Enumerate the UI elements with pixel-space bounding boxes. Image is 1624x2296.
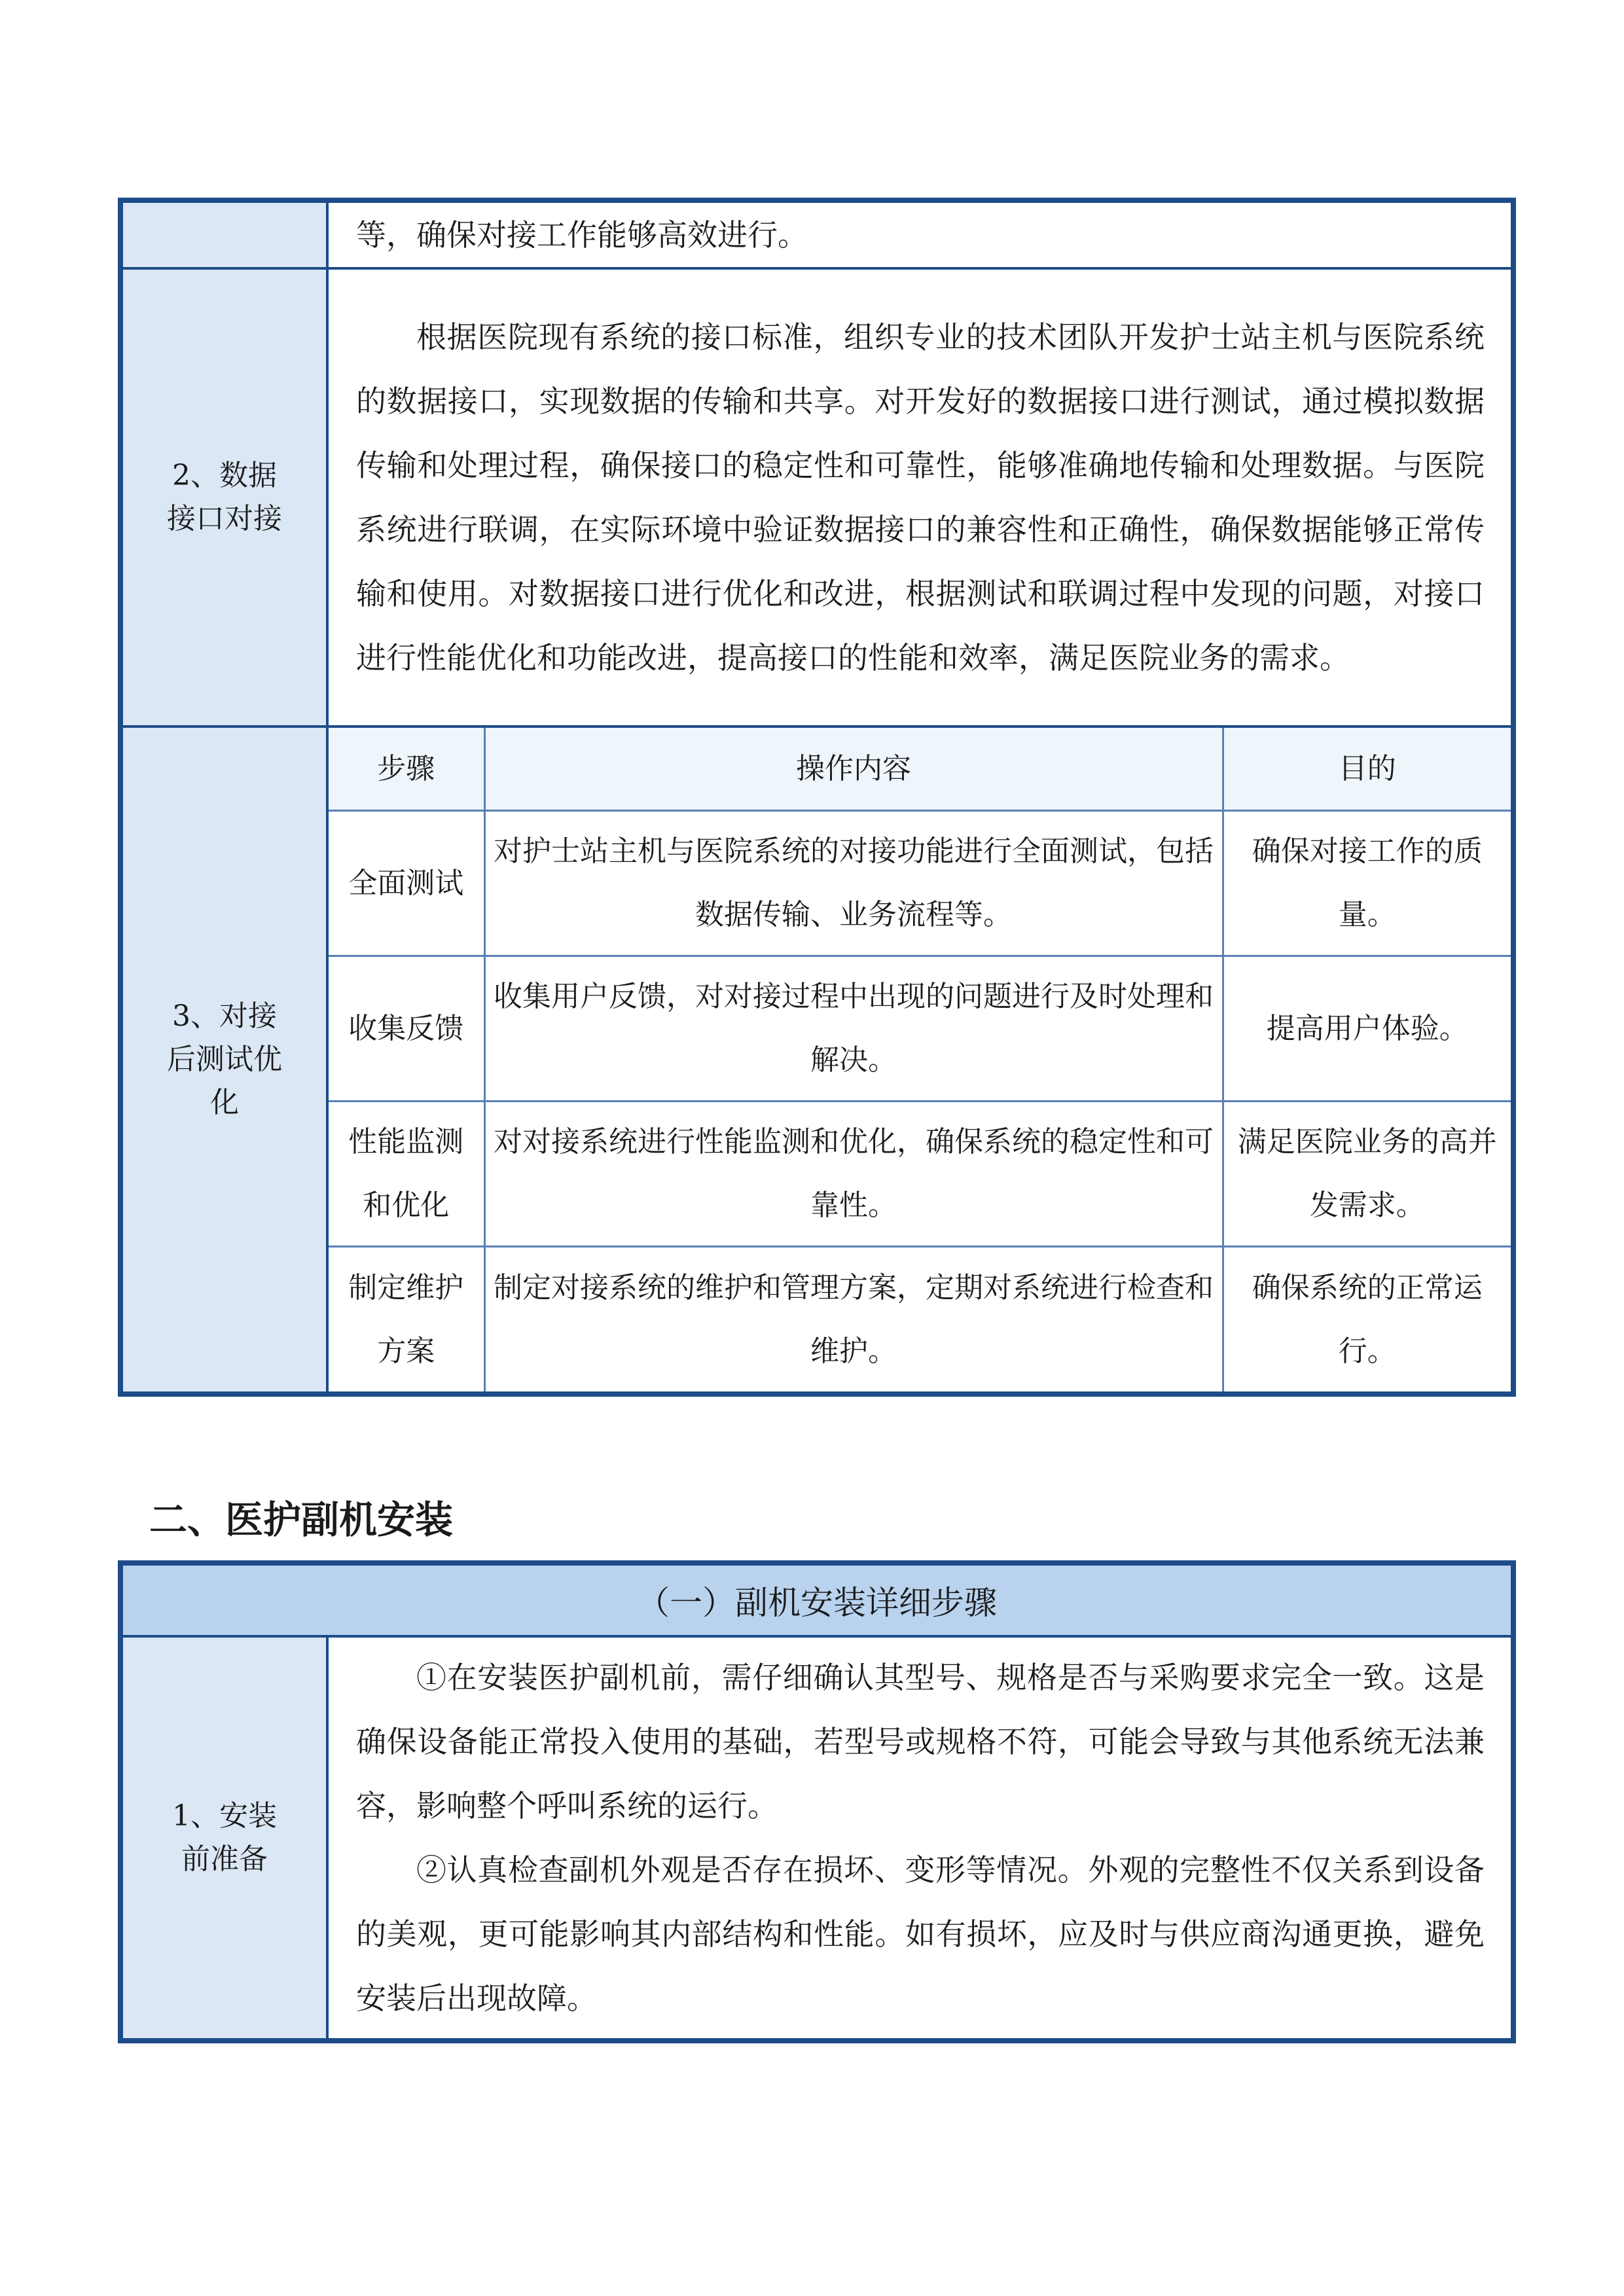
step-purpose: 满足医院业务的高并发需求。 <box>1223 1101 1511 1246</box>
step-content: 制定对接系统的维护和管理方案，定期对系统进行检查和维护。 <box>484 1246 1223 1391</box>
row-label-text: 2、数据接口对接 <box>167 459 282 535</box>
step-content: 收集用户反馈，对对接过程中出现的问题进行及时处理和解决。 <box>484 956 1223 1101</box>
install-steps-table <box>118 1560 1516 2043</box>
data-interface-description: 根据医院现有系统的接口标准，组织专业的技术团队开发护士站主机与医院系统的数据接口，实现数据的传输和共享。对开发好的数据接口进行测试，通过模拟数据传输和处理过程，确保接口的稳定性和可靠性，能够准确地传输和处理数据。与医院系统进行联调，在实际环境中验证数据接口的兼容性和正确性，确保数据能够正常传输和使用。对数据接口进行优化和改进，根据测试和联调过程中发现的问题，对接口进行性能优化和功能改进，提高接口的性能和效率，满足医院业务的需求。 <box>356 319 1485 675</box>
nested-table-cell <box>327 726 1513 1394</box>
step-name: 性能监测和优化 <box>329 1101 484 1246</box>
step-name: 收集反馈 <box>329 956 484 1101</box>
row-label <box>120 1636 327 2041</box>
step-purpose: 确保系统的正常运行。 <box>1223 1246 1511 1391</box>
continued-text: 等，确保对接工作能够高效进行。 <box>356 217 808 253</box>
content-cell <box>327 1636 1513 2041</box>
step-content: 对护士站主机与医院系统的对接功能进行全面测试，包括数据传输、业务流程等。 <box>484 810 1223 956</box>
step-purpose: 确保对接工作的质量。 <box>1223 810 1511 956</box>
paragraph-2: ②认真检查副机外观是否存在损坏、变形等情况。外观的完整性不仅关系到设备的美观，更可能影响其内部结构和性能。如有损坏，应及时与供应商沟通更换，避免安装后出现故障。 <box>356 1852 1485 2016</box>
step-table-header <box>329 728 1511 810</box>
paragraph-1: ①在安装医护副机前，需仔细确认其型号、规格是否与采购要求完全一致。这是确保设备能正常投入使用的基础，若型号或规格不符，可能会导致与其他系统无法兼容，影响整个呼叫系统的运行。 <box>356 1660 1485 1823</box>
content-cell <box>327 268 1513 726</box>
table-row <box>120 1636 1513 2041</box>
section-heading: 二、医护副机安装 <box>149 1498 454 1542</box>
table-header-row <box>120 1563 1513 1636</box>
step-name: 全面测试 <box>329 810 484 956</box>
step-content: 对对接系统进行性能监测和优化，确保系统的稳定性和可靠性。 <box>484 1101 1223 1246</box>
step-row <box>329 956 1511 1101</box>
row-label <box>120 268 327 726</box>
step-row <box>329 810 1511 956</box>
step-table <box>329 728 1511 1391</box>
table-row <box>120 726 1513 1394</box>
table-row <box>120 200 1513 268</box>
header-step: 步骤 <box>329 728 484 810</box>
step-name: 制定维护方案 <box>329 1246 484 1391</box>
header-purpose: 目的 <box>1223 728 1511 810</box>
table-row <box>120 268 1513 726</box>
empty-label-cell <box>120 200 327 268</box>
step-row <box>329 1101 1511 1246</box>
step-row <box>329 1246 1511 1391</box>
step-purpose: 提高用户体验。 <box>1223 956 1511 1101</box>
row-label-text: 3、对接后测试优化 <box>167 999 282 1119</box>
table-header: （一）副机安装详细步骤 <box>120 1563 1513 1636</box>
row-label <box>120 726 327 1394</box>
content-cell <box>327 200 1513 268</box>
row-label-text: 1、安装前准备 <box>172 1799 277 1876</box>
header-content: 操作内容 <box>484 728 1223 810</box>
procedure-table-continued <box>118 198 1516 1397</box>
